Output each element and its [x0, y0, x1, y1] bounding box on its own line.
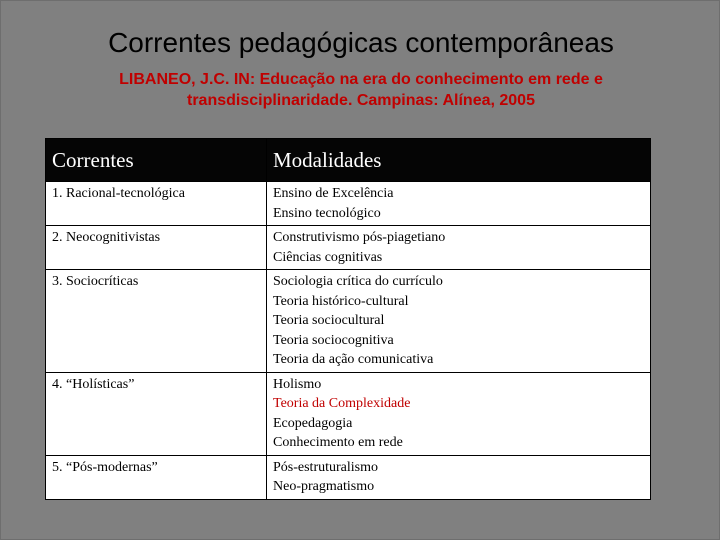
modalidade-item: Teoria da ação comunicativa — [273, 352, 434, 367]
modalidades-cell — [267, 372, 651, 455]
modalidade-item: Pós-estruturalismo — [273, 459, 378, 475]
corrente-cell: 1. Racional-tecnológica — [46, 182, 267, 226]
modalidade-item: Teoria sociocognitiva — [273, 332, 394, 348]
modalidade-item: Holismo — [273, 376, 322, 392]
corrente-cell: 2. Neocognitivistas — [46, 226, 267, 270]
table-row — [46, 455, 651, 499]
modalidade-item: Construtivismo pós-piagetiano — [273, 230, 446, 245]
slide-title: Correntes pedagógicas contemporâneas — [108, 27, 614, 58]
modalidade-item: Ciências cognitivas — [273, 249, 383, 265]
modalidade-item: Teoria histórico-cultural — [273, 293, 409, 309]
modalidade-item-highlighted: Teoria da Complexidade — [273, 396, 411, 411]
correntes-table — [45, 138, 651, 500]
table-row — [46, 270, 651, 373]
modalidades-cell — [267, 270, 651, 373]
modalidade-item: Sociologia crítica do currículo — [273, 274, 443, 289]
header-correntes: Correntes — [46, 139, 267, 182]
corrente-cell: 5. “Pós-modernas” — [46, 455, 267, 499]
modalidades-cell — [267, 455, 651, 499]
table-row — [46, 226, 651, 270]
slide-subtitle — [61, 69, 661, 111]
modalidade-item: Neo-pragmatismo — [273, 479, 375, 494]
corrente-cell: 3. Sociocríticas — [46, 270, 267, 373]
table-row — [46, 182, 651, 226]
header-modalidades: Modalidades — [267, 139, 651, 182]
table-row — [46, 372, 651, 455]
modalidades-cell — [267, 182, 651, 226]
modalidade-item: Ensino de Excelência — [273, 186, 394, 201]
modalidades-cell — [267, 226, 651, 270]
modalidade-item: Teoria sociocultural — [273, 313, 385, 328]
modalidade-item: Ensino tecnológico — [273, 205, 381, 221]
subtitle-line-2: transdisciplinaridade. Campinas: Alínea, 2005 — [187, 92, 535, 109]
table-header-row — [46, 139, 651, 182]
corrente-cell: 4. “Holísticas” — [46, 372, 267, 455]
modalidade-item: Ecopedagogia — [273, 415, 353, 431]
subtitle-line-1: LIBANEO, J.C. IN: Educação na era do conhecimento em rede e — [119, 71, 603, 88]
modalidade-item: Conhecimento em rede — [273, 435, 403, 450]
